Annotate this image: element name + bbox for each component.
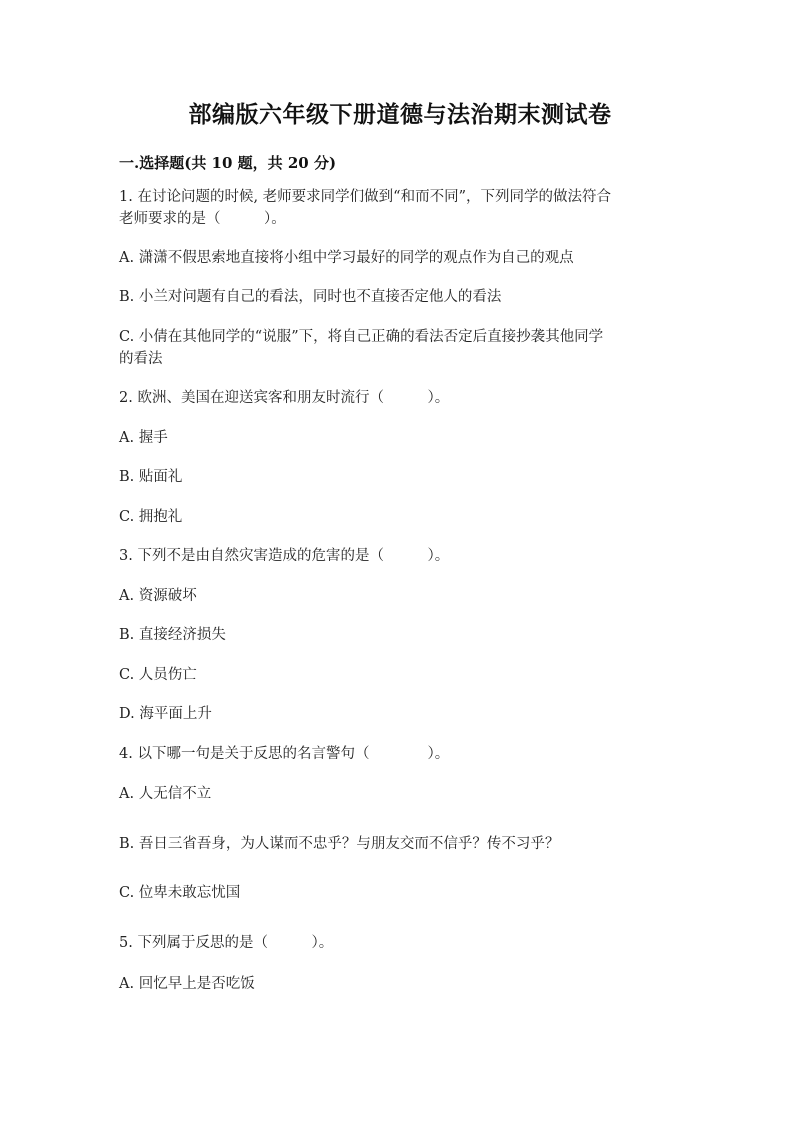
question-1-stem-line-1: 1. 在讨论问题的时候, 老师要求同学们做到“和而不同”，下列同学的做法符合 <box>119 189 611 205</box>
document-title: 部编版六年级下册道德与法治期末测试卷 <box>188 101 612 128</box>
question-3-option-a: A. 资源破坏 <box>119 588 197 604</box>
question-5-option-a: A. 回忆早上是否吃饭 <box>119 976 255 992</box>
section-header: 一.选择题(共 10 题，共 20 分) <box>119 154 337 172</box>
question-4-stem: 4. 以下哪一句是关于反思的名言警句（ ）。 <box>119 746 450 762</box>
question-1-option-a: A. 潇潇不假思索地直接将小组中学习最好的同学的观点作为自己的观点 <box>119 250 574 266</box>
question-2-option-a: A. 握手 <box>119 430 168 446</box>
question-4-option-c: C. 位卑未敢忘忧国 <box>119 885 241 901</box>
question-1-option-c-line-2: 的看法 <box>119 351 163 367</box>
question-4-option-a: A. 人无信不立 <box>119 786 212 802</box>
question-2-option-c: C. 拥抱礼 <box>119 509 183 525</box>
question-2-option-b: B. 贴面礼 <box>119 469 183 485</box>
question-4-option-b: B. 吾日三省吾身，为人谋而不忠乎？与朋友交而不信乎？传不习乎？ <box>119 836 560 852</box>
question-3-option-d: D. 海平面上升 <box>119 706 212 722</box>
question-2-stem: 2. 欧洲、美国在迎送宾客和朋友时流行（ ）。 <box>119 390 450 406</box>
question-5-stem: 5. 下列属于反思的是（ ）。 <box>119 935 334 951</box>
question-1-option-c-line-1: C. 小倩在其他同学的“说服”下，将自己正确的看法否定后直接抄袭其他同学 <box>119 329 604 345</box>
question-1-stem-line-2: 老师要求的是（ ）。 <box>119 211 286 227</box>
question-3-option-c: C. 人员伤亡 <box>119 667 197 683</box>
question-3-stem: 3. 下列不是由自然灾害造成的危害的是（ ）。 <box>119 548 450 564</box>
question-1-option-b: B. 小兰对问题有自己的看法，同时也不直接否定他人的看法 <box>119 289 502 305</box>
question-3-option-b: B. 直接经济损失 <box>119 627 226 643</box>
